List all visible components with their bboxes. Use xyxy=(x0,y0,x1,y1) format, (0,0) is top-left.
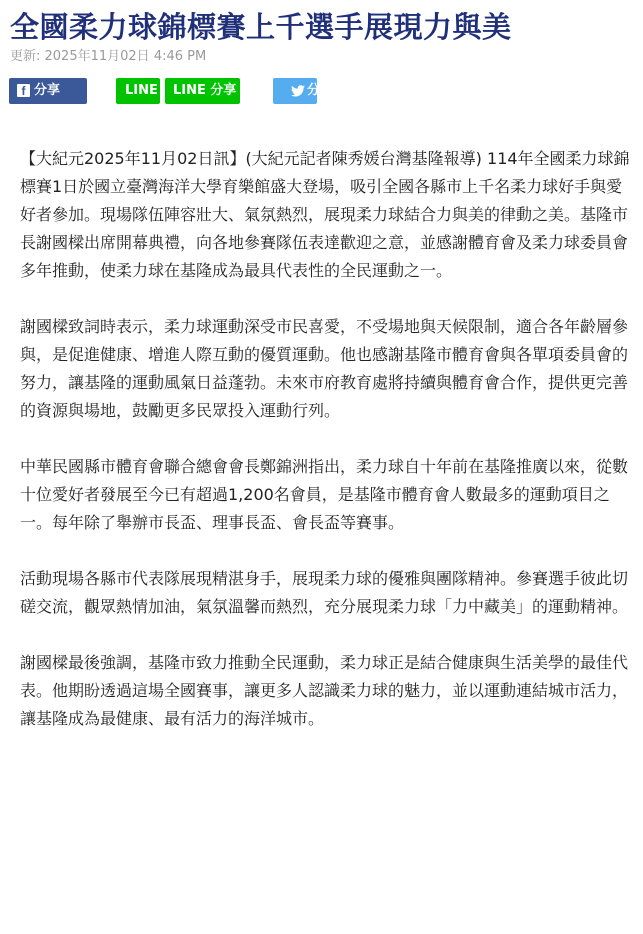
article-paragraph: 活動現場各縣市代表隊展現精湛身手，展現柔力球的優雅與團隊精神。參賽選手彼此切磋交流，觀眾熱情加油，氣氛溫馨而熱烈，充分展現柔力球「力中藏美」的運動精神。 xyxy=(20,569,629,616)
facebook-share-button[interactable] xyxy=(9,78,87,104)
article-paragraph: 中華民國縣市體育會聯合總會會長鄭錦洲指出，柔力球自十年前在基隆推廣以來，從數十位愛好者發展至今已有超過1,200名會員，是基隆市體育會人數最多的運動項目之一。每年除了舉辦市長盃、理事長盃、會長盃等賽事。 xyxy=(20,457,629,532)
article-paragraph: 【大紀元2025年11月02日訊】(大紀元記者陳秀媛台灣基隆報導) 114年全國柔力球錦標賽1日於國立臺灣海洋大學育樂館盛大登場，吸引全國各縣市上千名柔力球好手與愛好者參加。現場隊伍陣容壯大、氣氛熱烈，展現柔力球結合力與美的律動之美。基隆市長謝國樑出席開幕典禮，向各地參賽隊伍表達歡迎之意，並感謝體育會及柔力球委員會多年推動，使柔力球在基隆成為最具代表性的全民運動之一。 xyxy=(20,149,630,280)
line-button[interactable] xyxy=(116,78,160,104)
facebook-share-label: 分享 xyxy=(34,83,61,98)
article-body xyxy=(20,145,634,761)
twitter-share-button[interactable] xyxy=(273,78,321,104)
line-share-label: LINE 分享 xyxy=(173,83,237,98)
share-bar xyxy=(0,78,643,104)
update-timestamp: 更新: 2025年11月02日 4:46 PM xyxy=(10,49,207,64)
line-button-label: LINE xyxy=(125,83,158,98)
line-share-button[interactable] xyxy=(165,78,240,104)
twitter-icon xyxy=(291,81,305,107)
article-title: 全國柔力球錦標賽上千選手展現力與美 xyxy=(10,10,512,44)
twitter-share-label: 分 xyxy=(307,83,321,98)
article-paragraph: 謝國樑最後強調，基隆市致力推動全民運動，柔力球正是結合健康與生活美學的最佳代表。他期盼透過這場全國賽事，讓更多人認識柔力球的魅力，並以運動連結城市活力，讓基隆成為最健康、最有活力的海洋城市。 xyxy=(20,653,629,728)
facebook-icon: f xyxy=(17,84,30,97)
article-paragraph: 謝國樑致詞時表示，柔力球運動深受市民喜愛，不受場地與天候限制，適合各年齡層參與，是促進健康、增進人際互動的優質運動。他也感謝基隆市體育會與各單項委員會的努力，讓基隆的運動風氣日益蓬勃。未來市府教育處將持續與體育會合作，提供更完善的資源與場地，鼓勵更多民眾投入運動行列。 xyxy=(20,317,629,420)
